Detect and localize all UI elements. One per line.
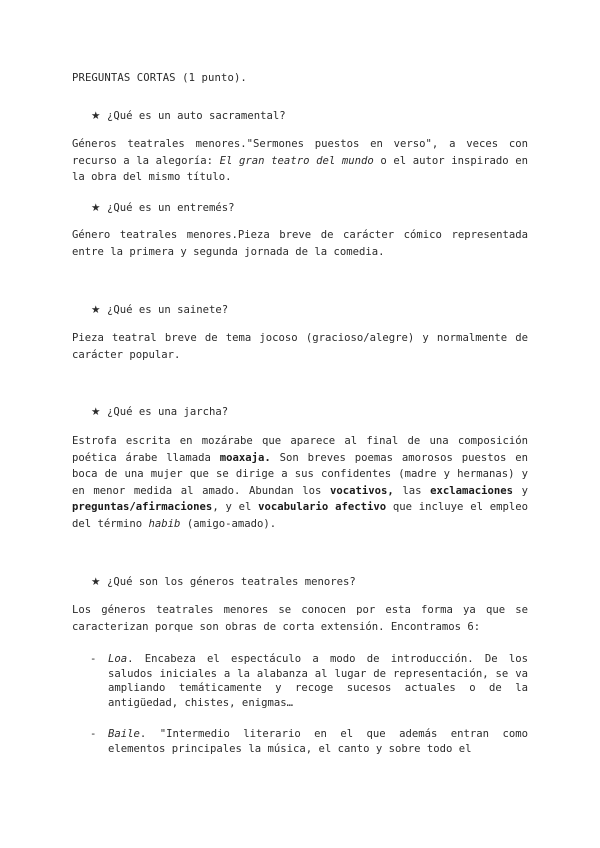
list-item-name: Loa [108,653,128,665]
question-text: ¿Qué es una jarcha? [107,406,229,418]
answer-emphasis: El gran teatro del mundo [219,154,374,167]
answer-paragraph [72,136,528,186]
answer-bold: preguntas/afirmaciones [72,501,213,514]
answer-paragraph: Género teatrales menores.Pieza breve de carácter cómico representada entre la primera y segunda jornada de la comedia. [72,229,528,258]
answer-bold: moaxaja. [219,451,271,464]
answer-bold: vocabulario afectivo [258,501,387,514]
star-icon: ★ [91,110,101,122]
answer-text: o el autor inspirado en la obra del mismo título. [72,154,528,184]
question-heading [91,406,228,418]
list-item-text: . "Intermedio literario en el que además entran como elementos principales la música, el canto y sobre todo el [108,728,528,755]
star-icon: ★ [91,576,101,588]
answer-text: (amigo-amado). [180,517,277,530]
answer-text: Son breves poemas amorosos puestos en boca de una mujer que se dirige a sus confidentes (madre y hermanas) y en menor medida al amado. Abundan los [72,451,528,497]
answer-text: y [513,484,528,497]
answer-emphasis: habib [148,517,181,530]
question-heading [91,304,228,316]
star-icon: ★ [91,406,101,418]
answer-paragraph: Pieza teatral breve de tema jocoso (gracioso/alegre) y normalmente de carácter popular. [72,332,528,361]
question-text: ¿Qué son los géneros teatrales menores? [107,576,356,588]
question-heading [91,110,286,122]
list-bullet: - [90,728,97,740]
list-item [108,727,528,756]
answer-text: que incluye el empleo del término [72,501,528,530]
list-item-name: Baile [108,728,140,740]
list-item-text: . Encabeza el espectáculo a modo de introducción. De los saludos iniciales a la alabanza al lugar de representación, se va ampliando temáticamente y recoge sucesos actuales o de la antigüedad, chistes, enigmas… [108,653,528,709]
star-icon: ★ [91,202,101,214]
question-heading [91,202,235,214]
answer-text: , y el [212,501,259,514]
list-bullet: - [90,653,97,665]
question-text: ¿Qué es un sainete? [107,304,229,316]
answer-text: las [393,484,431,497]
question-heading [91,576,356,588]
answer-bold: vocativos, [329,484,394,497]
star-icon: ★ [91,304,101,316]
answer-paragraph [72,433,528,533]
page-title: PREGUNTAS CORTAS (1 punto). [72,72,247,84]
list-item [108,652,528,710]
question-text: ¿Qué es un entremés? [107,202,235,214]
answer-text: Estrofa escrita en mozárabe que aparece al final de una composición poética árabe llamada [72,435,528,464]
question-text: ¿Qué es un auto sacramental? [107,110,286,122]
answer-text: Géneros teatrales menores."Sermones puestos en verso", a veces con recurso a la alegoría: [72,138,528,167]
answer-bold: exclamaciones [430,484,513,497]
answer-paragraph: Los géneros teatrales menores se conocen por esta forma ya que se caracterizan porque son obras de corta extensión. Encontramos 6: [72,604,528,633]
